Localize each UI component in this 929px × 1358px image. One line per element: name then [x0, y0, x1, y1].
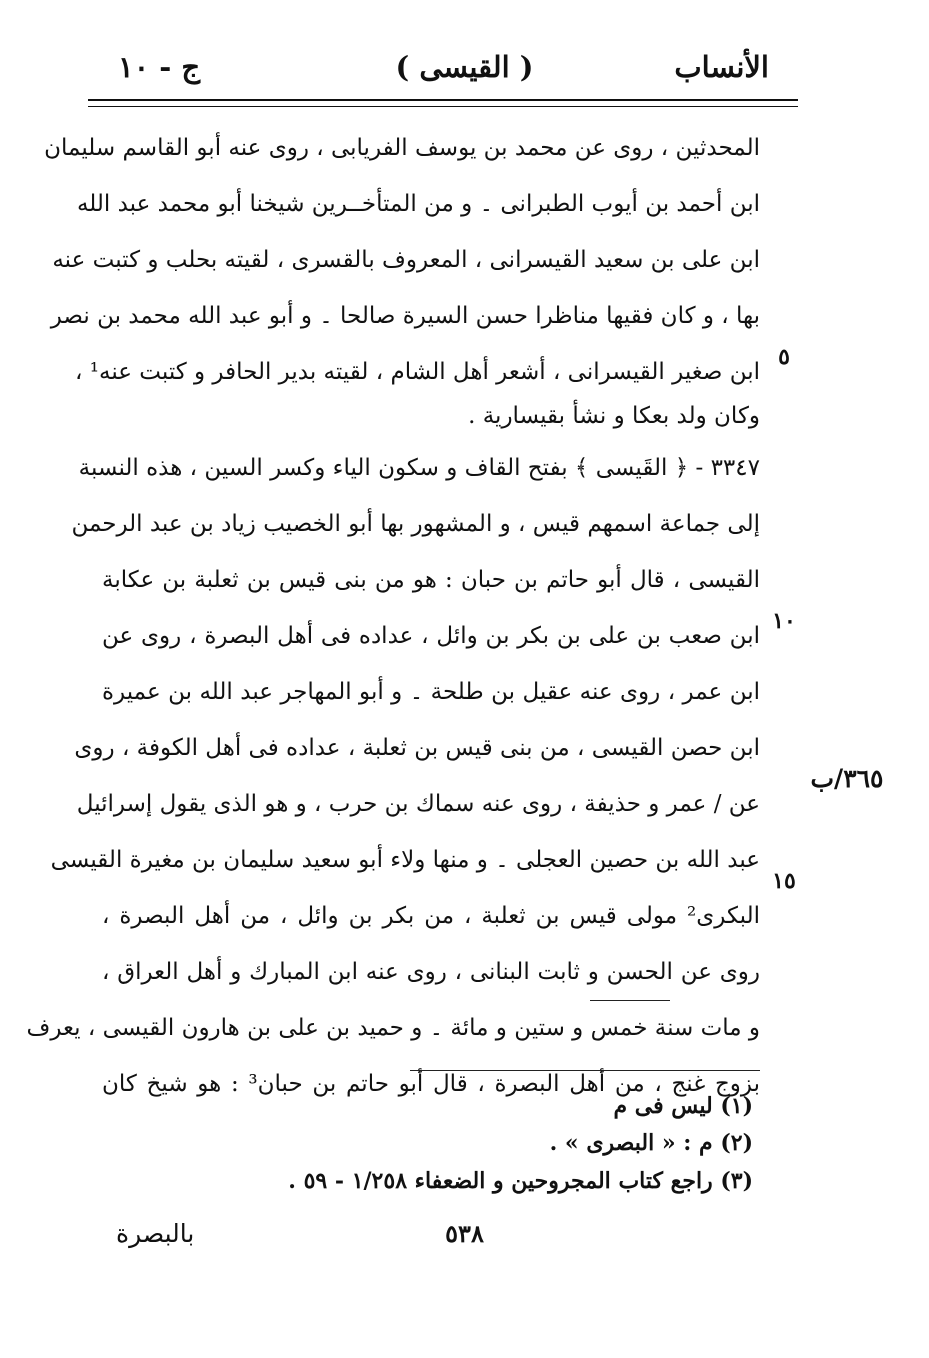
text-line: بها ، و كان فقيها مناظرا حسن السيرة صالحا ۔ و أبو عبد الله محمد بن نصر [50, 303, 760, 329]
text-line: ابن حصن القيسى ، من بنى قيس بن ثعلبة ، عداده فى أهل الكوفة ، روى [74, 735, 760, 761]
text-line: ابن أحمد بن أيوب الطبرانى ۔ و من المتأخــرين شيخنا أبو محمد عبد الله [76, 191, 760, 217]
footnote-2: (٢) م : « البصرى » . [549, 1130, 753, 1156]
handwritten-underline [590, 1000, 670, 1001]
text-line: ابن على بن سعيد القيسرانى ، المعروف بالقسرى ، لقيته بحلب و كتبت عنه [52, 247, 760, 273]
text-line: و مات سنة خمس و ستين و مائة ۔ و حميد بن على بن هارون القيسى ، يعرف [26, 1015, 760, 1041]
handwritten-underline [410, 1070, 760, 1071]
text-line: المحدثين ، روى عن محمد بن يوسف الفريابى ، روى عنه أبو القاسم سليمان [44, 135, 760, 161]
text-line: إلى جماعة اسمهم قيس ، و المشهور بها أبو الخصيب زياد بن عبد الرحمن [71, 511, 760, 537]
text-line: ابن صغير القيسرانى ، أشعر أهل الشام ، لقيته بدير الحافر و كتبت عنه¹ ، [75, 359, 760, 385]
line-number-5: ٥ [778, 344, 790, 370]
text-line: البكرى² مولى قيس بن ثعلبة ، من بكر بن وائل ، من أهل البصرة ، [102, 903, 760, 929]
footnote-1: (١) ليس فى م [613, 1093, 753, 1119]
page-number: ٥٣٨ [445, 1219, 484, 1248]
line-number-15: ١٥ [772, 868, 796, 894]
header-rule-thin [88, 106, 798, 107]
entry-heading-line: ٣٣٤٧ - ﴿ القَيسى ﴾ بفتح القاف و سكون الياء وكسر السين ، هذه النسبة [78, 455, 760, 481]
text-line: روى عن الحسن و ثابت البنانى ، روى عنه ابن المبارك و أهل العراق ، [102, 959, 760, 985]
header-entry-title: ( القيسى ) [395, 50, 534, 84]
margin-folio-note: ٣٦٥/ب [810, 764, 884, 793]
text-line: عبد الله بن حصين العجلى ۔ و منها ولاء أبو سعيد سليمان بن مغيرة القيسى [50, 847, 760, 873]
text-line: بزوج غنج ، من أهل البصرة ، قال أبو حاتم بن حبان³ : هو شيخ كان [102, 1071, 760, 1097]
text-line: ابن عمر ، روى عنه عقيل بن طلحة ۔ و أبو المهاجر عبد الله بن عميرة [102, 679, 760, 705]
text-line: وكان ولد بعكا و نشأ بقيسارية . [468, 403, 760, 429]
header-volume: ج - ١٠ [118, 50, 201, 84]
header-rule-thick [88, 99, 798, 101]
catchword: بالبصرة [116, 1219, 195, 1248]
text-line: ابن صعب بن على بن بكر بن وائل ، عداده فى أهل البصرة ، روى عن [102, 623, 760, 649]
line-number-10: ١٠ [772, 608, 796, 634]
header-book-title: الأنساب [674, 50, 769, 84]
footnote-3: (٣) راجع كتاب المجروحين و الضعفاء ١/٢٥٨ - ٥٩ . [288, 1168, 753, 1194]
text-line: القيسى ، قال أبو حاتم بن حبان : هو من بنى قيس بن ثعلبة بن عكابة [102, 567, 760, 593]
text-line: عن / عمر و حذيفة ، روى عنه سماك بن حرب ، و هو الذى يقول إسرائيل [76, 791, 760, 817]
body-text [26, 120, 760, 1112]
